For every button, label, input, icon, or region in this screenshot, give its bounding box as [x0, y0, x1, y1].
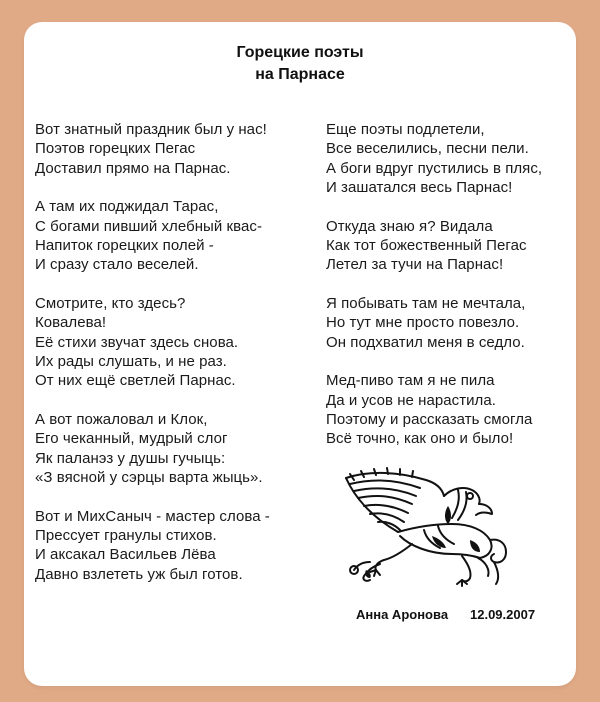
poem-line: Но тут мне просто повезло.	[326, 314, 520, 332]
poem-line: Её стихи звучат здесь снова.	[35, 333, 239, 351]
poem-line: Вот знатный праздник был у нас!	[35, 121, 267, 138]
poem-line: Мед-пиво там я не пила	[326, 372, 495, 390]
stanza	[326, 294, 566, 352]
poem-line: Давно взлететь уж был готов.	[35, 565, 243, 583]
poem-title-line-2: на Парнасе	[255, 66, 345, 83]
stanza	[326, 120, 566, 197]
poem-line: Поэтов горецких Пегас	[35, 140, 196, 158]
poem-line: Я побывать там не мечтала,	[326, 295, 526, 313]
left-column	[35, 120, 275, 603]
stanza	[35, 294, 275, 390]
poem-line: А вот пожаловал и Клок,	[35, 411, 208, 429]
poem-line: И сразу стало веселей.	[35, 256, 199, 274]
poem-line: Его чеканный, мудрый слог	[35, 430, 228, 448]
poem-line: Откуда знаю я? Видала	[326, 217, 493, 235]
poem-line: Вот и МихСаныч - мастер слова -	[35, 507, 270, 525]
poem-card	[24, 22, 576, 686]
poem-line: Все веселились, песни пели.	[326, 140, 529, 158]
stanza	[35, 120, 275, 178]
poem-line: Ковалева!	[35, 314, 107, 332]
poem-line: Смотрите, кто здесь?	[35, 295, 186, 313]
poem-line: «З вясной у сэрцы варта жыць».	[35, 468, 263, 486]
griffin-icon	[340, 466, 512, 588]
poem-line: И аксакал Васильев Лёва	[35, 546, 216, 564]
stanza	[326, 371, 566, 448]
poem-title	[24, 42, 576, 86]
poem-line: От них ещё светлей Парнас.	[35, 372, 236, 390]
poem-line: Прессует гранулы стихов.	[35, 527, 217, 545]
author-signature: Анна Аронова	[356, 607, 449, 622]
poem-line: Как тот божественный Пегас	[326, 236, 527, 254]
poem-line: Доставил прямо на Парнас.	[35, 159, 231, 177]
poem-line: А там их поджидал Тарас,	[35, 198, 219, 216]
poem-line: Як паланэз у душы гучыць:	[35, 449, 226, 467]
poem-line: Он подхватил меня в седло.	[326, 333, 525, 351]
stanza	[35, 507, 275, 584]
poem-line: И зашатался весь Парнас!	[326, 178, 513, 196]
stanza	[35, 410, 275, 487]
poem-line: Еще поэты подлетели,	[326, 121, 485, 138]
stanza	[35, 197, 275, 274]
poem-line: С богами пивший хлебный квас-	[35, 217, 262, 235]
poem-line: Напиток горецких полей -	[35, 236, 214, 254]
signature-date: 12.09.2007	[470, 607, 536, 622]
poem-line: Их рады слушать, и не раз.	[35, 352, 227, 370]
poem-line: А боги вдруг пустились в пляс,	[326, 159, 543, 177]
poem-title-line-1: Горецкие поэты	[236, 44, 364, 61]
poem-line: Да и усов не нарастила.	[326, 391, 496, 409]
poem-line: Всё точно, как оно и было!	[326, 430, 514, 448]
poem-line: Поэтому и рассказать смогла	[326, 411, 533, 429]
poem-line: Летел за тучи на Парнас!	[326, 256, 504, 274]
stanza	[326, 217, 566, 275]
right-column	[326, 120, 566, 468]
